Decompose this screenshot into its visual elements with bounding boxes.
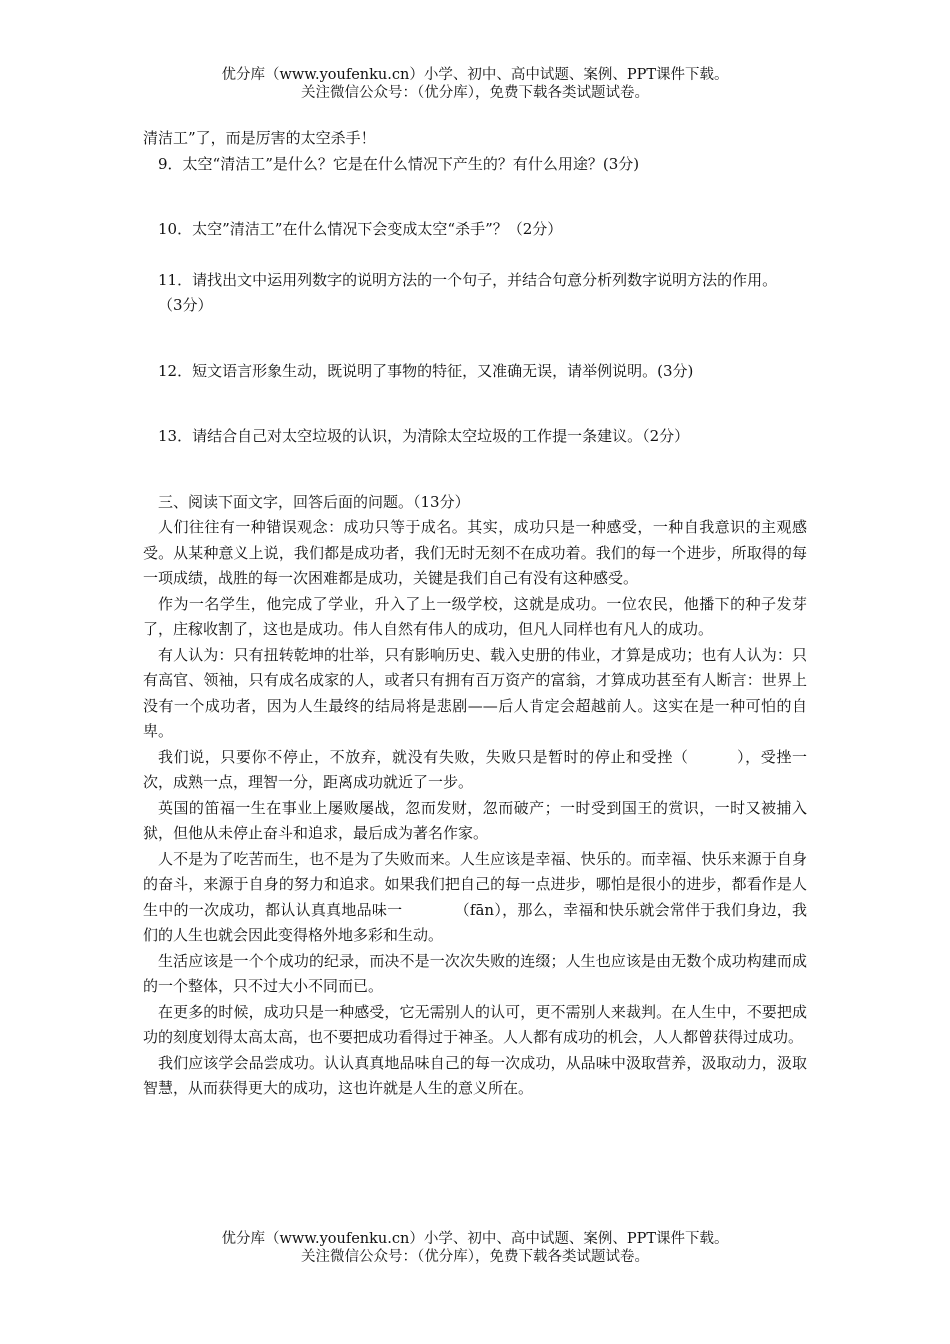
answer-space-10 (143, 243, 807, 268)
header-line-2: 关注微信公众号：（优分库），免费下载各类试题试卷。 (301, 85, 649, 101)
paragraph-6-part-1: 人不是为了吃苦而生，也不是为了失败而来。人生应该是幸福、快乐的。而幸福、快乐来源于自身的奋斗，来源于自身的努力和追求。如果我们把自己的每一点进步，哪怕是很小的进步，都看作是人生中的一次成功，都认认真真地品味一 (143, 849, 807, 919)
paragraph-4-part-1: 我们说，只要你不停止，不放弃，就没有失败，失败只是暂时的停止和受挫（ (158, 747, 689, 766)
answer-space-13 (143, 450, 807, 490)
answer-space-12 (143, 384, 807, 424)
page-header (0, 66, 950, 102)
paragraph-6-part-2: （fān），那么，幸福和快乐就会常伴于我们身边，我们的人生也就会因此变得格外地多彩和生动。 (143, 900, 807, 944)
question-10: 10．太空”清洁工”在什么情况下会变成太空“杀手”？（2分） (158, 220, 563, 238)
paragraph-6 (143, 847, 807, 949)
question-13: 13．请结合自己对太空垃圾的认识，为清除太空垃圾的工作提一条建议。（2分） (158, 427, 690, 445)
question-11-score: （3分） (158, 296, 213, 314)
question-11: 11．请找出文中运用列数字的说明方法的一个句子，并结合句意分析列数字说明方法的作用。 (158, 270, 778, 289)
paragraph-8: 在更多的时候，成功只是一种感受，它无需别人的认可，更不需别人来裁判。在人生中，不要把成功的刻度划得太高太高，也不要把成功看得过于神圣。人人都有成功的机会，人人都曾获得过成功。 (143, 1002, 807, 1046)
document-body (143, 126, 807, 1102)
question-9: 9．太空“清洁工”是什么？它是在什么情况下产生的？有什么用途？(3分) (158, 154, 640, 173)
page-footer (0, 1230, 950, 1266)
carry-over-text: 清洁工”了，而是厉害的太空杀手！ (143, 129, 376, 147)
paragraph-9: 我们应该学会品尝成功。认认真真地品味自己的每一次成功，从品味中汲取营养，汲取动力，汲取智慧，从而获得更大的成功，这也许就是人生的意义所在。 (143, 1053, 807, 1097)
paragraph-4 (143, 745, 807, 796)
footer-line-2: 关注微信公众号：（优分库），免费下载各类试题试卷。 (301, 1249, 649, 1265)
paragraph-3: 有人认为：只有扭转乾坤的壮举，只有影响历史、载入史册的伟业，才算是成功；也有人认为：只有高官、领袖，只有成名成家的人，或者只有拥有百万资产的富翁，才算成功甚至有人断言：世界上没有一个成功者，因为人生最终的结局将是悲剧——后人肯定会超越前人。这实在是一种可怕的自卑。 (143, 645, 807, 740)
section-3-heading: 三、阅读下面文字，回答后面的问题。（13分） (158, 492, 470, 511)
footer-line-1: 优分库（www.youfenku.cn）小学、初中、高中试题、案例、PPT课件下载。 (221, 1231, 729, 1247)
paragraph-4-part-2: ），受挫一次，成熟一点，理智一分，距离成功就近了一步。 (143, 747, 807, 791)
paragraph-7: 生活应该是一个个成功的纪录，而决不是一次次失败的连缀；人生也应该是由无数个成功构建而成的一个整体，只不过大小不同而已。 (143, 951, 807, 995)
answer-space-11 (143, 319, 807, 359)
answer-space-9 (143, 177, 807, 217)
paragraph-5: 英国的笛福一生在事业上屡败屡战，忽而发财，忽而破产；一时受到国王的赏识，一时又被捕入狱，但他从未停止奋斗和追求，最后成为著名作家。 (143, 798, 807, 842)
paragraph-2: 作为一名学生，他完成了学业，升入了上一级学校，这就是成功。一位农民，他播下的种子发芽了，庄稼收割了，这也是成功。伟人自然有伟人的成功，但凡人同样也有凡人的成功。 (143, 594, 807, 638)
question-12: 12．短文语言形象生动，既说明了事物的特征，又准确无误，请举例说明。(3分) (158, 361, 694, 380)
paragraph-1: 人们往往有一种错误观念：成功只等于成名。其实，成功只是一种感受，一种自我意识的主观感受。从某种意义上说，我们都是成功者，我们无时无刻不在成功着。我们的每一个进步，所取得的每一项成绩，战胜的每一次困难都是成功，关键是我们自己有没有这种感受。 (143, 518, 807, 587)
header-line-1: 优分库（www.youfenku.cn）小学、初中、高中试题、案例、PPT课件下载。 (221, 67, 729, 83)
